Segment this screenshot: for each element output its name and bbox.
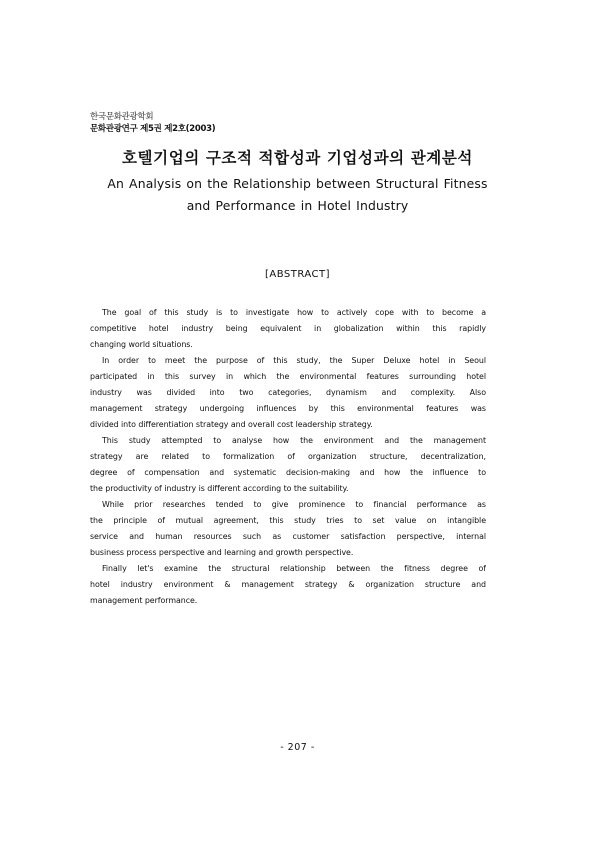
abstract-line: divided into differentiation strategy and overall cost leadership strategy.: [90, 420, 373, 429]
abstract-line: hotel industry environment & management strategy & organization structure and: [90, 580, 486, 589]
abstract-line: participated in this survey in which the environmental features surrounding hotel: [90, 372, 486, 381]
abstract-line: Finally let's examine the structural relationship between the fitness degree of: [102, 564, 486, 573]
abstract-heading: [ABSTRACT]: [264, 269, 331, 280]
journal-header: [90, 111, 215, 135]
abstract-line: The goal of this study is to investigate how to actively cope with to become a: [102, 308, 486, 317]
abstract-line: the productivity of industry is different according to the suitability.: [90, 484, 349, 493]
abstract-line: business process perspective and learning and growth perspective.: [90, 548, 354, 557]
english-title-line-2: and Performance in Hotel Industry: [186, 198, 409, 213]
journal-citation: 문화관광연구 제5권 제2호(2003): [90, 124, 216, 134]
page-number: - 207 -: [280, 742, 315, 753]
abstract-line: the principle of mutual agreement, this study tries to set value on intangible: [90, 516, 486, 525]
abstract-line: This study attempted to analyse how the environment and the management: [102, 436, 486, 445]
abstract-line: industry was divided into two categories, dynamism and complexity. Also: [90, 388, 486, 397]
abstract-body: [90, 305, 486, 609]
society-name: 한국문화관광학회: [90, 112, 154, 122]
abstract-line: degree of compensation and systematic decision-making and how the influence to: [90, 468, 486, 477]
abstract-line: While prior researches tended to give prominence to financial performance as: [102, 500, 486, 509]
abstract-line: management strategy undergoing influences by this environmental features was: [90, 404, 486, 413]
english-title-line-1: An Analysis on the Relationship between Structural Fitness: [107, 176, 488, 191]
korean-title: 호텔기업의 구조적 적합성과 기업성과의 관계분석: [121, 149, 474, 167]
abstract-line: management performance.: [90, 596, 198, 605]
abstract-line: competitive hotel industry being equivalent in globalization within this rapidly: [90, 324, 486, 333]
abstract-line: In order to meet the purpose of this study, the Super Deluxe hotel in Seoul: [102, 356, 486, 365]
abstract-line: strategy are related to formalization of organization structure, decentralization,: [90, 452, 486, 461]
abstract-line: service and human resources such as customer satisfaction perspective, internal: [90, 532, 486, 541]
abstract-line: changing world situations.: [90, 340, 193, 349]
